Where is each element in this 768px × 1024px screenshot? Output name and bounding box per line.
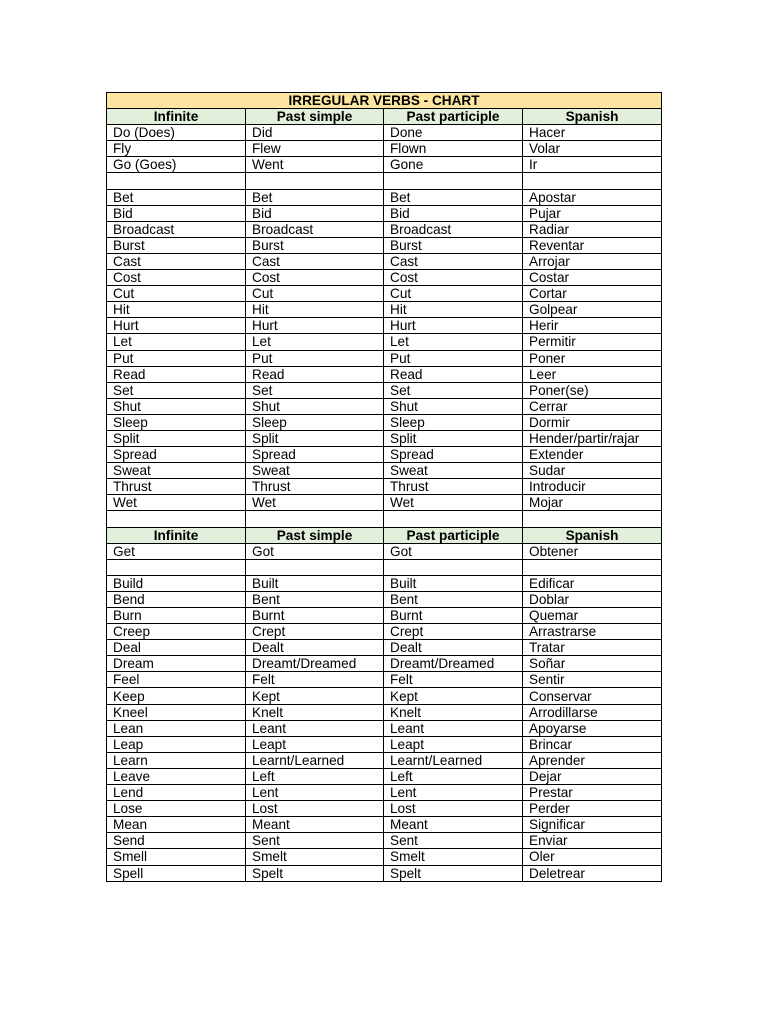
cell-past-simple: Broadcast — [246, 221, 384, 237]
cell-spanish: Leer — [523, 366, 662, 382]
cell-past-simple: Cost — [246, 270, 384, 286]
table-row — [107, 785, 662, 801]
cell-past-participle: Crept — [384, 624, 523, 640]
cell-spanish: Mojar — [523, 495, 662, 511]
table-row — [107, 543, 662, 559]
table-row — [107, 849, 662, 865]
cell-spanish: Radiar — [523, 221, 662, 237]
cell-past-participle — [384, 173, 523, 189]
table-row — [107, 479, 662, 495]
column-header-row — [107, 109, 662, 125]
cell-spanish: Tratar — [523, 640, 662, 656]
table-row — [107, 495, 662, 511]
table-row — [107, 865, 662, 881]
cell-infinitive: Keep — [107, 688, 246, 704]
cell-infinitive: Shut — [107, 398, 246, 414]
cell-past-participle: Broadcast — [384, 221, 523, 237]
table-row — [107, 157, 662, 173]
cell-infinitive — [107, 173, 246, 189]
spacer-row — [107, 173, 662, 189]
table-row — [107, 817, 662, 833]
column-header-past-simple: Past simple — [246, 527, 384, 543]
cell-infinitive: Read — [107, 366, 246, 382]
cell-past-participle: Spread — [384, 447, 523, 463]
cell-spanish: Apoyarse — [523, 720, 662, 736]
table-row — [107, 141, 662, 157]
table-row — [107, 720, 662, 736]
table-row — [107, 302, 662, 318]
cell-past-simple: Got — [246, 543, 384, 559]
cell-spanish: Dejar — [523, 768, 662, 784]
cell-spanish: Apostar — [523, 189, 662, 205]
cell-past-simple: Crept — [246, 624, 384, 640]
cell-past-participle: Cost — [384, 270, 523, 286]
column-header-past-participle: Past participle — [384, 527, 523, 543]
cell-past-participle: Flown — [384, 141, 523, 157]
cell-past-simple: Hurt — [246, 318, 384, 334]
cell-past-participle: Wet — [384, 495, 523, 511]
cell-infinitive: Build — [107, 575, 246, 591]
table-row — [107, 221, 662, 237]
cell-infinitive — [107, 559, 246, 575]
cell-past-simple: Dreamt/Dreamed — [246, 656, 384, 672]
cell-infinitive: Deal — [107, 640, 246, 656]
cell-past-participle: Thrust — [384, 479, 523, 495]
cell-past-simple: Felt — [246, 672, 384, 688]
cell-spanish: Significar — [523, 817, 662, 833]
cell-spanish: Pujar — [523, 205, 662, 221]
cell-past-simple: Lost — [246, 801, 384, 817]
cell-spanish: Brincar — [523, 736, 662, 752]
cell-past-participle: Bet — [384, 189, 523, 205]
table-row — [107, 270, 662, 286]
cell-past-participle: Built — [384, 575, 523, 591]
column-header-infinitive: Infinite — [107, 109, 246, 125]
cell-spanish: Costar — [523, 270, 662, 286]
table-row — [107, 253, 662, 269]
cell-past-participle: Meant — [384, 817, 523, 833]
cell-infinitive: Cut — [107, 286, 246, 302]
table-row — [107, 624, 662, 640]
cell-past-participle: Leant — [384, 720, 523, 736]
cell-past-participle: Bid — [384, 205, 523, 221]
cell-spanish: Permitir — [523, 334, 662, 350]
cell-spanish: Introducir — [523, 479, 662, 495]
cell-infinitive: Feel — [107, 672, 246, 688]
cell-spanish: Doblar — [523, 591, 662, 607]
cell-past-simple: Flew — [246, 141, 384, 157]
cell-infinitive: Cost — [107, 270, 246, 286]
cell-spanish: Arrojar — [523, 253, 662, 269]
cell-infinitive: Do (Does) — [107, 125, 246, 141]
cell-spanish: Extender — [523, 447, 662, 463]
cell-past-participle: Burst — [384, 237, 523, 253]
cell-past-simple: Burst — [246, 237, 384, 253]
cell-past-simple: Bet — [246, 189, 384, 205]
cell-past-participle: Burnt — [384, 608, 523, 624]
table-row — [107, 447, 662, 463]
table-row — [107, 736, 662, 752]
cell-past-simple: Set — [246, 382, 384, 398]
cell-infinitive: Lose — [107, 801, 246, 817]
cell-infinitive: Lend — [107, 785, 246, 801]
table-row — [107, 575, 662, 591]
table-row — [107, 237, 662, 253]
cell-infinitive: Bend — [107, 591, 246, 607]
table-row — [107, 382, 662, 398]
cell-spanish: Cortar — [523, 286, 662, 302]
cell-past-simple: Cut — [246, 286, 384, 302]
cell-spanish: Volar — [523, 141, 662, 157]
cell-past-participle — [384, 559, 523, 575]
cell-spanish: Ir — [523, 157, 662, 173]
column-header-row — [107, 527, 662, 543]
cell-infinitive: Spell — [107, 865, 246, 881]
table-row — [107, 704, 662, 720]
cell-past-simple: Let — [246, 334, 384, 350]
cell-infinitive: Spread — [107, 447, 246, 463]
cell-infinitive: Lean — [107, 720, 246, 736]
cell-spanish: Deletrear — [523, 865, 662, 881]
table-row — [107, 656, 662, 672]
table-row — [107, 768, 662, 784]
cell-past-participle: Bent — [384, 591, 523, 607]
cell-spanish: Hacer — [523, 125, 662, 141]
cell-infinitive: Hurt — [107, 318, 246, 334]
cell-spanish: Sentir — [523, 672, 662, 688]
cell-past-simple: Bid — [246, 205, 384, 221]
cell-past-participle: Leapt — [384, 736, 523, 752]
cell-infinitive: Leap — [107, 736, 246, 752]
cell-past-participle: Set — [384, 382, 523, 398]
table-row — [107, 414, 662, 430]
cell-past-participle: Read — [384, 366, 523, 382]
column-header-past-simple: Past simple — [246, 109, 384, 125]
table-row — [107, 334, 662, 350]
cell-spanish: Edificar — [523, 575, 662, 591]
cell-past-participle: Gone — [384, 157, 523, 173]
cell-past-simple: Read — [246, 366, 384, 382]
table-row — [107, 752, 662, 768]
irregular-verbs-table — [106, 92, 662, 882]
column-header-past-participle: Past participle — [384, 109, 523, 125]
cell-past-simple: Sleep — [246, 414, 384, 430]
table-row — [107, 833, 662, 849]
cell-spanish: Arrastrarse — [523, 624, 662, 640]
cell-past-simple: Left — [246, 768, 384, 784]
cell-spanish: Obtener — [523, 543, 662, 559]
table-row — [107, 463, 662, 479]
cell-infinitive: Sleep — [107, 414, 246, 430]
cell-past-participle: Shut — [384, 398, 523, 414]
cell-past-simple: Learnt/Learned — [246, 752, 384, 768]
cell-past-simple: Kept — [246, 688, 384, 704]
table-row — [107, 366, 662, 382]
table-title: IRREGULAR VERBS - CHART — [107, 93, 662, 109]
cell-spanish: Dormir — [523, 414, 662, 430]
cell-spanish: Conservar — [523, 688, 662, 704]
cell-infinitive: Let — [107, 334, 246, 350]
cell-infinitive: Send — [107, 833, 246, 849]
table-row — [107, 591, 662, 607]
cell-past-participle: Got — [384, 543, 523, 559]
cell-spanish — [523, 511, 662, 527]
table-row — [107, 318, 662, 334]
cell-infinitive: Smell — [107, 849, 246, 865]
cell-past-simple: Bent — [246, 591, 384, 607]
cell-infinitive: Set — [107, 382, 246, 398]
cell-infinitive: Leave — [107, 768, 246, 784]
cell-past-participle: Felt — [384, 672, 523, 688]
cell-past-simple: Sent — [246, 833, 384, 849]
cell-infinitive: Burst — [107, 237, 246, 253]
cell-past-participle: Put — [384, 350, 523, 366]
cell-infinitive: Broadcast — [107, 221, 246, 237]
table-row — [107, 688, 662, 704]
cell-past-simple — [246, 559, 384, 575]
cell-infinitive: Bet — [107, 189, 246, 205]
cell-spanish: Poner — [523, 350, 662, 366]
table-row — [107, 286, 662, 302]
cell-infinitive: Burn — [107, 608, 246, 624]
cell-past-simple: Thrust — [246, 479, 384, 495]
cell-past-simple: Spelt — [246, 865, 384, 881]
cell-past-simple: Went — [246, 157, 384, 173]
cell-past-simple: Lent — [246, 785, 384, 801]
cell-past-simple: Cast — [246, 253, 384, 269]
cell-infinitive: Cast — [107, 253, 246, 269]
cell-spanish — [523, 559, 662, 575]
column-header-spanish: Spanish — [523, 527, 662, 543]
cell-past-participle: Done — [384, 125, 523, 141]
cell-past-participle: Lent — [384, 785, 523, 801]
cell-past-simple: Did — [246, 125, 384, 141]
cell-infinitive: Go (Goes) — [107, 157, 246, 173]
cell-past-simple: Built — [246, 575, 384, 591]
table-body — [107, 93, 662, 882]
cell-spanish: Perder — [523, 801, 662, 817]
cell-past-participle: Smelt — [384, 849, 523, 865]
table-row — [107, 640, 662, 656]
cell-spanish: Oler — [523, 849, 662, 865]
table-row — [107, 350, 662, 366]
cell-spanish: Herir — [523, 318, 662, 334]
table-row — [107, 430, 662, 446]
cell-past-simple: Shut — [246, 398, 384, 414]
cell-past-participle: Sleep — [384, 414, 523, 430]
cell-infinitive: Thrust — [107, 479, 246, 495]
cell-past-participle: Knelt — [384, 704, 523, 720]
table-row — [107, 398, 662, 414]
cell-spanish: Hender/partir/rajar — [523, 430, 662, 446]
cell-spanish: Aprender — [523, 752, 662, 768]
cell-past-participle: Kept — [384, 688, 523, 704]
cell-infinitive: Creep — [107, 624, 246, 640]
table-row — [107, 189, 662, 205]
cell-spanish: Enviar — [523, 833, 662, 849]
cell-infinitive: Fly — [107, 141, 246, 157]
cell-past-participle: Left — [384, 768, 523, 784]
cell-infinitive: Dream — [107, 656, 246, 672]
spacer-row — [107, 511, 662, 527]
table-row — [107, 608, 662, 624]
table-row — [107, 205, 662, 221]
cell-past-simple: Smelt — [246, 849, 384, 865]
column-header-infinitive: Infinite — [107, 527, 246, 543]
cell-past-participle: Dealt — [384, 640, 523, 656]
cell-past-simple: Split — [246, 430, 384, 446]
cell-past-participle: Lost — [384, 801, 523, 817]
cell-infinitive: Hit — [107, 302, 246, 318]
cell-spanish: Cerrar — [523, 398, 662, 414]
cell-past-simple — [246, 511, 384, 527]
cell-past-simple — [246, 173, 384, 189]
cell-spanish: Arrodillarse — [523, 704, 662, 720]
cell-past-participle: Hit — [384, 302, 523, 318]
cell-past-simple: Dealt — [246, 640, 384, 656]
cell-infinitive: Sweat — [107, 463, 246, 479]
cell-past-participle: Let — [384, 334, 523, 350]
cell-past-participle: Cut — [384, 286, 523, 302]
cell-past-simple: Wet — [246, 495, 384, 511]
cell-spanish — [523, 173, 662, 189]
cell-spanish: Reventar — [523, 237, 662, 253]
cell-past-participle: Dreamt/Dreamed — [384, 656, 523, 672]
cell-past-simple: Leapt — [246, 736, 384, 752]
cell-past-participle: Split — [384, 430, 523, 446]
cell-infinitive: Bid — [107, 205, 246, 221]
cell-infinitive — [107, 511, 246, 527]
cell-infinitive: Get — [107, 543, 246, 559]
cell-past-participle: Learnt/Learned — [384, 752, 523, 768]
cell-past-simple: Meant — [246, 817, 384, 833]
cell-past-simple: Spread — [246, 447, 384, 463]
cell-past-participle: Sent — [384, 833, 523, 849]
cell-past-participle — [384, 511, 523, 527]
cell-past-simple: Hit — [246, 302, 384, 318]
cell-past-simple: Burnt — [246, 608, 384, 624]
cell-spanish: Soñar — [523, 656, 662, 672]
cell-infinitive: Mean — [107, 817, 246, 833]
cell-spanish: Golpear — [523, 302, 662, 318]
cell-past-simple: Knelt — [246, 704, 384, 720]
cell-past-simple: Sweat — [246, 463, 384, 479]
cell-infinitive: Split — [107, 430, 246, 446]
cell-past-participle: Cast — [384, 253, 523, 269]
cell-infinitive: Learn — [107, 752, 246, 768]
cell-past-participle: Sweat — [384, 463, 523, 479]
cell-past-participle: Hurt — [384, 318, 523, 334]
column-header-spanish: Spanish — [523, 109, 662, 125]
table-row — [107, 125, 662, 141]
cell-past-participle: Spelt — [384, 865, 523, 881]
cell-infinitive: Kneel — [107, 704, 246, 720]
cell-past-simple: Put — [246, 350, 384, 366]
cell-spanish: Sudar — [523, 463, 662, 479]
title-row — [107, 93, 662, 109]
cell-past-simple: Leant — [246, 720, 384, 736]
table-row — [107, 672, 662, 688]
cell-infinitive: Put — [107, 350, 246, 366]
cell-spanish: Prestar — [523, 785, 662, 801]
cell-spanish: Poner(se) — [523, 382, 662, 398]
table-row — [107, 801, 662, 817]
cell-spanish: Quemar — [523, 608, 662, 624]
spacer-row — [107, 559, 662, 575]
cell-infinitive: Wet — [107, 495, 246, 511]
